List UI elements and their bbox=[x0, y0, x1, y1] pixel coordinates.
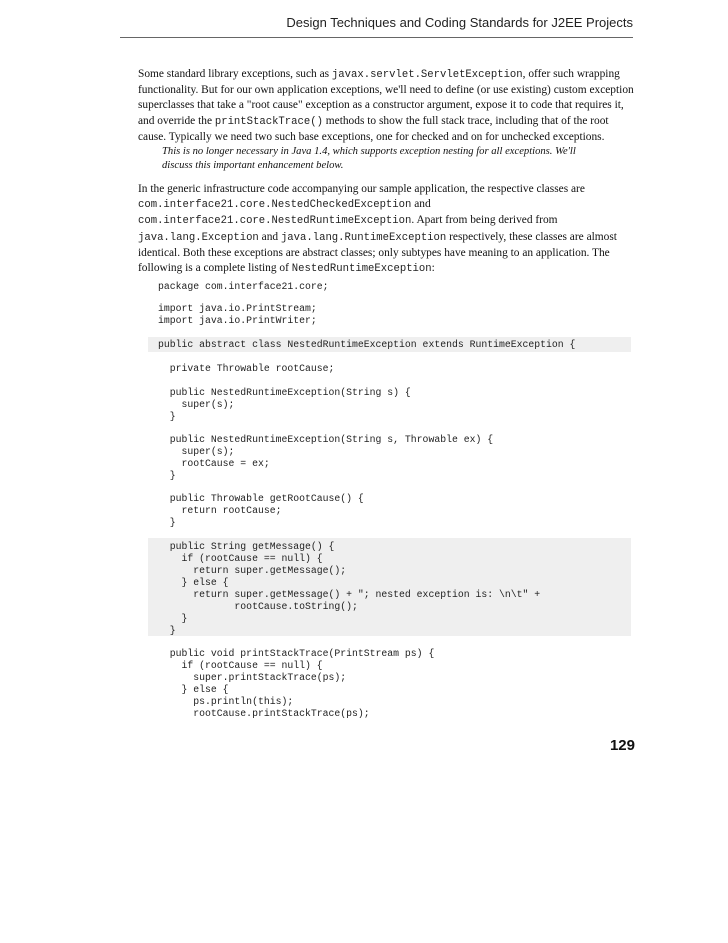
inline-code: java.lang.Exception bbox=[138, 231, 259, 244]
inline-code: NestedRuntimeException bbox=[291, 263, 432, 276]
code-line: } else { bbox=[158, 577, 229, 588]
paragraph-text: respectively, these classes are almost identical. Both these exceptions are abstract classes; only subtypes have meaning to an application. The following is a complete listing of bbox=[138, 230, 617, 275]
running-header: Design Techniques and Coding Standards for J2EE Projects bbox=[120, 15, 633, 38]
code-line: } bbox=[158, 613, 188, 624]
inline-code: java.lang.RuntimeException bbox=[280, 231, 447, 244]
code-line: return rootCause; bbox=[158, 505, 282, 516]
paragraph-text: In the generic infrastructure code accompanying our sample application, the respective classes are bbox=[138, 183, 585, 195]
inline-code: javax.servlet.ServletException bbox=[331, 69, 523, 81]
paragraph-text: Some standard library exceptions, such as bbox=[138, 68, 332, 80]
code-line: import java.io.PrintWriter; bbox=[158, 315, 317, 326]
code-line: public String getMessage() { bbox=[158, 541, 335, 552]
paragraph-text: , offer such wrapping functionality. But for our own application exceptions, we'll need to define (or use existing) custom exception superclasses that take a "root cause" exception as a constructor argument, expose it to code that requires it, and override the bbox=[138, 68, 634, 127]
code-line: if (rootCause == null) { bbox=[158, 660, 323, 671]
code-line: public void printStackTrace(PrintStream ps) { bbox=[158, 648, 435, 659]
inline-code: printStackTrace() bbox=[214, 115, 323, 128]
code-line: super(s); bbox=[158, 446, 235, 457]
code-line: package com.interface21.core; bbox=[158, 281, 329, 292]
code-line: import java.io.PrintStream; bbox=[158, 303, 317, 314]
paragraph-text: : bbox=[431, 262, 435, 275]
paragraph-nested-exceptions bbox=[138, 182, 634, 277]
code-line: return super.getMessage() + "; nested exception is: \n\t" + bbox=[158, 589, 541, 600]
code-line: rootCause = ex; bbox=[158, 458, 270, 469]
paragraph-text: and bbox=[411, 198, 431, 211]
page-number: 129 bbox=[609, 737, 635, 754]
code-line: public NestedRuntimeException(String s) { bbox=[158, 387, 411, 398]
code-line: } bbox=[158, 517, 176, 528]
code-line: } bbox=[158, 470, 176, 481]
code-line: private Throwable rootCause; bbox=[158, 363, 335, 374]
code-line: } bbox=[158, 411, 176, 422]
paragraph-text: and bbox=[258, 230, 281, 243]
note-java-1-4: This is no longer necessary in Java 1.4, which supports exception nesting for all exceptions. We'll discuss this important enhancement below. bbox=[162, 146, 576, 171]
code-line: public Throwable getRootCause() { bbox=[158, 493, 364, 504]
inline-code: com.interface21.core.NestedRuntimeException bbox=[138, 215, 412, 228]
code-line: super.printStackTrace(ps); bbox=[158, 672, 347, 683]
code-line: ps.println(this); bbox=[158, 696, 294, 707]
code-line: public abstract class NestedRuntimeException extends RuntimeException { bbox=[158, 339, 576, 350]
code-line: rootCause.printStackTrace(ps); bbox=[158, 708, 370, 719]
code-line: } else { bbox=[158, 684, 229, 695]
code-line: public NestedRuntimeException(String s, Throwable ex) { bbox=[158, 434, 494, 445]
paragraph-text: . Apart from being derived from bbox=[411, 214, 558, 227]
code-line: super(s); bbox=[158, 399, 235, 410]
code-line: if (rootCause == null) { bbox=[158, 553, 323, 564]
code-line: return super.getMessage(); bbox=[158, 565, 347, 576]
paragraph-text: methods to show the full stack trace, including that of the root cause. Typically we need two such base exceptions, one for checked and on for unchecked exceptions. bbox=[138, 114, 609, 143]
inline-code: com.interface21.core.NestedCheckedException bbox=[138, 199, 412, 212]
code-line: rootCause.toString(); bbox=[158, 601, 358, 612]
code-line: } bbox=[158, 625, 176, 636]
paragraph-exception-wrapping bbox=[138, 67, 634, 145]
